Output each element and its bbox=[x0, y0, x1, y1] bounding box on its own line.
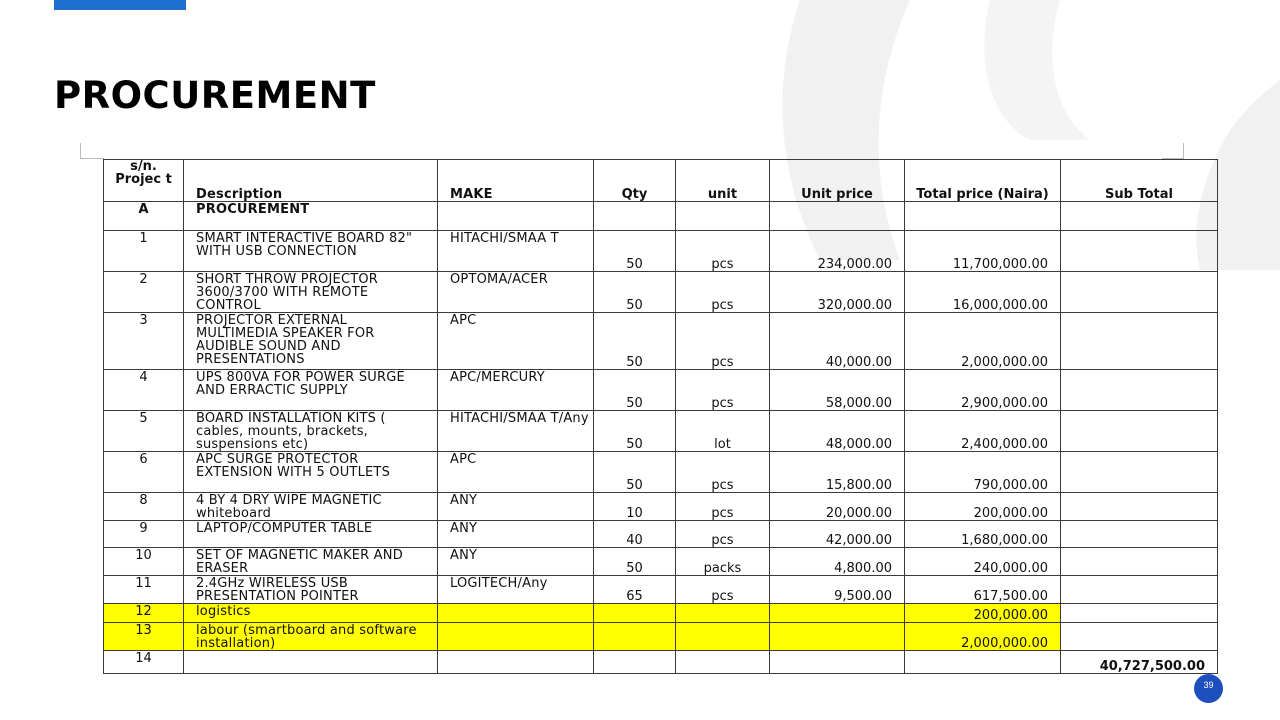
row-unit-price: 15,800.00 bbox=[770, 452, 905, 493]
row-description: LAPTOP/COMPUTER TABLE bbox=[184, 521, 438, 548]
row-unit: packs bbox=[676, 548, 770, 576]
row-make: APC/MERCURY bbox=[438, 370, 594, 411]
empty-cell bbox=[184, 651, 438, 674]
row-unit: pcs bbox=[676, 231, 770, 272]
row-make bbox=[438, 604, 594, 623]
row-description: 4 BY 4 DRY WIPE MAGNETIC whiteboard bbox=[184, 493, 438, 521]
row-description: logistics bbox=[184, 604, 438, 623]
row-total-price: 200,000.00 bbox=[905, 604, 1061, 623]
total-row-sn: 14 bbox=[104, 651, 184, 674]
row-total-price: 16,000,000.00 bbox=[905, 272, 1061, 313]
row-sn: 3 bbox=[104, 313, 184, 370]
table-header-row bbox=[104, 160, 1218, 202]
section-label: PROCUREMENT bbox=[184, 202, 438, 231]
row-unit-price bbox=[770, 623, 905, 651]
header-total-price: Total price (Naira) bbox=[905, 160, 1061, 202]
row-unit-price: 58,000.00 bbox=[770, 370, 905, 411]
table-row bbox=[104, 548, 1218, 576]
row-sub-total bbox=[1061, 411, 1218, 452]
row-description: labour (smartboard and software installation) bbox=[184, 623, 438, 651]
procurement-table bbox=[103, 159, 1218, 674]
row-unit: pcs bbox=[676, 576, 770, 604]
row-sn: 10 bbox=[104, 548, 184, 576]
row-qty: 50 bbox=[594, 452, 676, 493]
row-total-price: 790,000.00 bbox=[905, 452, 1061, 493]
row-total-price: 240,000.00 bbox=[905, 548, 1061, 576]
header-sub-total: Sub Total bbox=[1061, 160, 1218, 202]
row-sub-total bbox=[1061, 272, 1218, 313]
row-sub-total bbox=[1061, 370, 1218, 411]
empty-cell bbox=[594, 651, 676, 674]
row-description: SET OF MAGNETIC MAKER AND ERASER bbox=[184, 548, 438, 576]
row-unit bbox=[676, 623, 770, 651]
row-make: HITACHI/SMAA T/Any bbox=[438, 411, 594, 452]
row-description: PROJECTOR EXTERNAL MULTIMEDIA SPEAKER FOR AUDIBLE SOUND AND PRESENTATIONS bbox=[184, 313, 438, 370]
row-make bbox=[438, 623, 594, 651]
row-make: APC bbox=[438, 313, 594, 370]
row-unit: lot bbox=[676, 411, 770, 452]
row-unit-price: 4,800.00 bbox=[770, 548, 905, 576]
row-unit-price: 234,000.00 bbox=[770, 231, 905, 272]
row-qty: 50 bbox=[594, 313, 676, 370]
document-crop-mark bbox=[80, 143, 104, 159]
row-description: 2.4GHz WIRELESS USB PRESENTATION POINTER bbox=[184, 576, 438, 604]
row-make: ANY bbox=[438, 493, 594, 521]
document-crop-mark bbox=[1162, 143, 1184, 159]
row-description: SMART INTERACTIVE BOARD 82" WITH USB CONNECTION bbox=[184, 231, 438, 272]
row-total-price: 617,500.00 bbox=[905, 576, 1061, 604]
row-unit-price: 48,000.00 bbox=[770, 411, 905, 452]
row-unit: pcs bbox=[676, 493, 770, 521]
section-row bbox=[104, 202, 1218, 231]
row-sub-total bbox=[1061, 576, 1218, 604]
highlighted-row bbox=[104, 604, 1218, 623]
row-qty: 50 bbox=[594, 272, 676, 313]
row-unit-price: 320,000.00 bbox=[770, 272, 905, 313]
row-sub-total bbox=[1061, 548, 1218, 576]
empty-cell bbox=[770, 651, 905, 674]
table-row bbox=[104, 370, 1218, 411]
row-qty: 50 bbox=[594, 370, 676, 411]
header-unit: unit bbox=[676, 160, 770, 202]
row-sn: 4 bbox=[104, 370, 184, 411]
row-unit: pcs bbox=[676, 313, 770, 370]
empty-cell bbox=[676, 651, 770, 674]
row-qty: 50 bbox=[594, 548, 676, 576]
table-row bbox=[104, 521, 1218, 548]
row-sn: 1 bbox=[104, 231, 184, 272]
row-unit-price: 20,000.00 bbox=[770, 493, 905, 521]
section-sn: A bbox=[104, 202, 184, 231]
row-total-price: 2,000,000.00 bbox=[905, 313, 1061, 370]
page-number-badge: 39 bbox=[1194, 674, 1223, 703]
row-total-price: 200,000.00 bbox=[905, 493, 1061, 521]
header-qty: Qty bbox=[594, 160, 676, 202]
row-sub-total bbox=[1061, 231, 1218, 272]
table-row bbox=[104, 272, 1218, 313]
row-description: SHORT THROW PROJECTOR 3600/3700 WITH REMOTE CONTROL bbox=[184, 272, 438, 313]
row-unit: pcs bbox=[676, 452, 770, 493]
row-qty: 40 bbox=[594, 521, 676, 548]
row-make: ANY bbox=[438, 521, 594, 548]
table-row bbox=[104, 231, 1218, 272]
accent-bar bbox=[54, 0, 186, 10]
row-sn: 6 bbox=[104, 452, 184, 493]
table-row bbox=[104, 452, 1218, 493]
row-sn: 13 bbox=[104, 623, 184, 651]
row-sn: 12 bbox=[104, 604, 184, 623]
row-total-price: 11,700,000.00 bbox=[905, 231, 1061, 272]
row-unit-price: 40,000.00 bbox=[770, 313, 905, 370]
row-unit-price: 42,000.00 bbox=[770, 521, 905, 548]
header-make: MAKE bbox=[438, 160, 594, 202]
table-row bbox=[104, 493, 1218, 521]
row-make: LOGITECH/Any bbox=[438, 576, 594, 604]
table-row bbox=[104, 411, 1218, 452]
row-qty: 50 bbox=[594, 411, 676, 452]
row-sub-total bbox=[1061, 623, 1218, 651]
row-total-price: 2,400,000.00 bbox=[905, 411, 1061, 452]
row-qty bbox=[594, 604, 676, 623]
row-total-price: 2,000,000.00 bbox=[905, 623, 1061, 651]
row-unit-price bbox=[770, 604, 905, 623]
header-unit-price: Unit price bbox=[770, 160, 905, 202]
row-sub-total bbox=[1061, 313, 1218, 370]
row-unit: pcs bbox=[676, 521, 770, 548]
row-unit bbox=[676, 604, 770, 623]
row-description: APC SURGE PROTECTOR EXTENSION WITH 5 OUTLETS bbox=[184, 452, 438, 493]
row-total-price: 1,680,000.00 bbox=[905, 521, 1061, 548]
header-description: Description bbox=[184, 160, 438, 202]
row-sub-total bbox=[1061, 452, 1218, 493]
row-sn: 9 bbox=[104, 521, 184, 548]
row-sn: 5 bbox=[104, 411, 184, 452]
header-sn: s/n. Projec t bbox=[104, 160, 184, 202]
empty-cell bbox=[438, 651, 594, 674]
row-qty: 65 bbox=[594, 576, 676, 604]
row-make: HITACHI/SMAA T bbox=[438, 231, 594, 272]
row-sub-total bbox=[1061, 521, 1218, 548]
row-sub-total bbox=[1061, 493, 1218, 521]
row-make: APC bbox=[438, 452, 594, 493]
row-make: ANY bbox=[438, 548, 594, 576]
row-qty: 10 bbox=[594, 493, 676, 521]
table-row bbox=[104, 576, 1218, 604]
row-description: UPS 800VA FOR POWER SURGE AND ERRACTIC SUPPLY bbox=[184, 370, 438, 411]
table-row bbox=[104, 313, 1218, 370]
row-unit: pcs bbox=[676, 370, 770, 411]
row-sub-total bbox=[1061, 604, 1218, 623]
row-qty: 50 bbox=[594, 231, 676, 272]
row-unit: pcs bbox=[676, 272, 770, 313]
row-description: BOARD INSTALLATION KITS ( cables, mounts, brackets, suspensions etc) bbox=[184, 411, 438, 452]
row-sn: 2 bbox=[104, 272, 184, 313]
highlighted-row bbox=[104, 623, 1218, 651]
row-unit-price: 9,500.00 bbox=[770, 576, 905, 604]
row-qty bbox=[594, 623, 676, 651]
row-total-price: 2,900,000.00 bbox=[905, 370, 1061, 411]
row-sn: 8 bbox=[104, 493, 184, 521]
empty-cell bbox=[905, 651, 1061, 674]
row-make: OPTOMA/ACER bbox=[438, 272, 594, 313]
grand-sub-total: 40,727,500.00 bbox=[1061, 651, 1218, 674]
total-row bbox=[104, 651, 1218, 674]
row-sn: 11 bbox=[104, 576, 184, 604]
page-title: PROCUREMENT bbox=[54, 74, 376, 117]
